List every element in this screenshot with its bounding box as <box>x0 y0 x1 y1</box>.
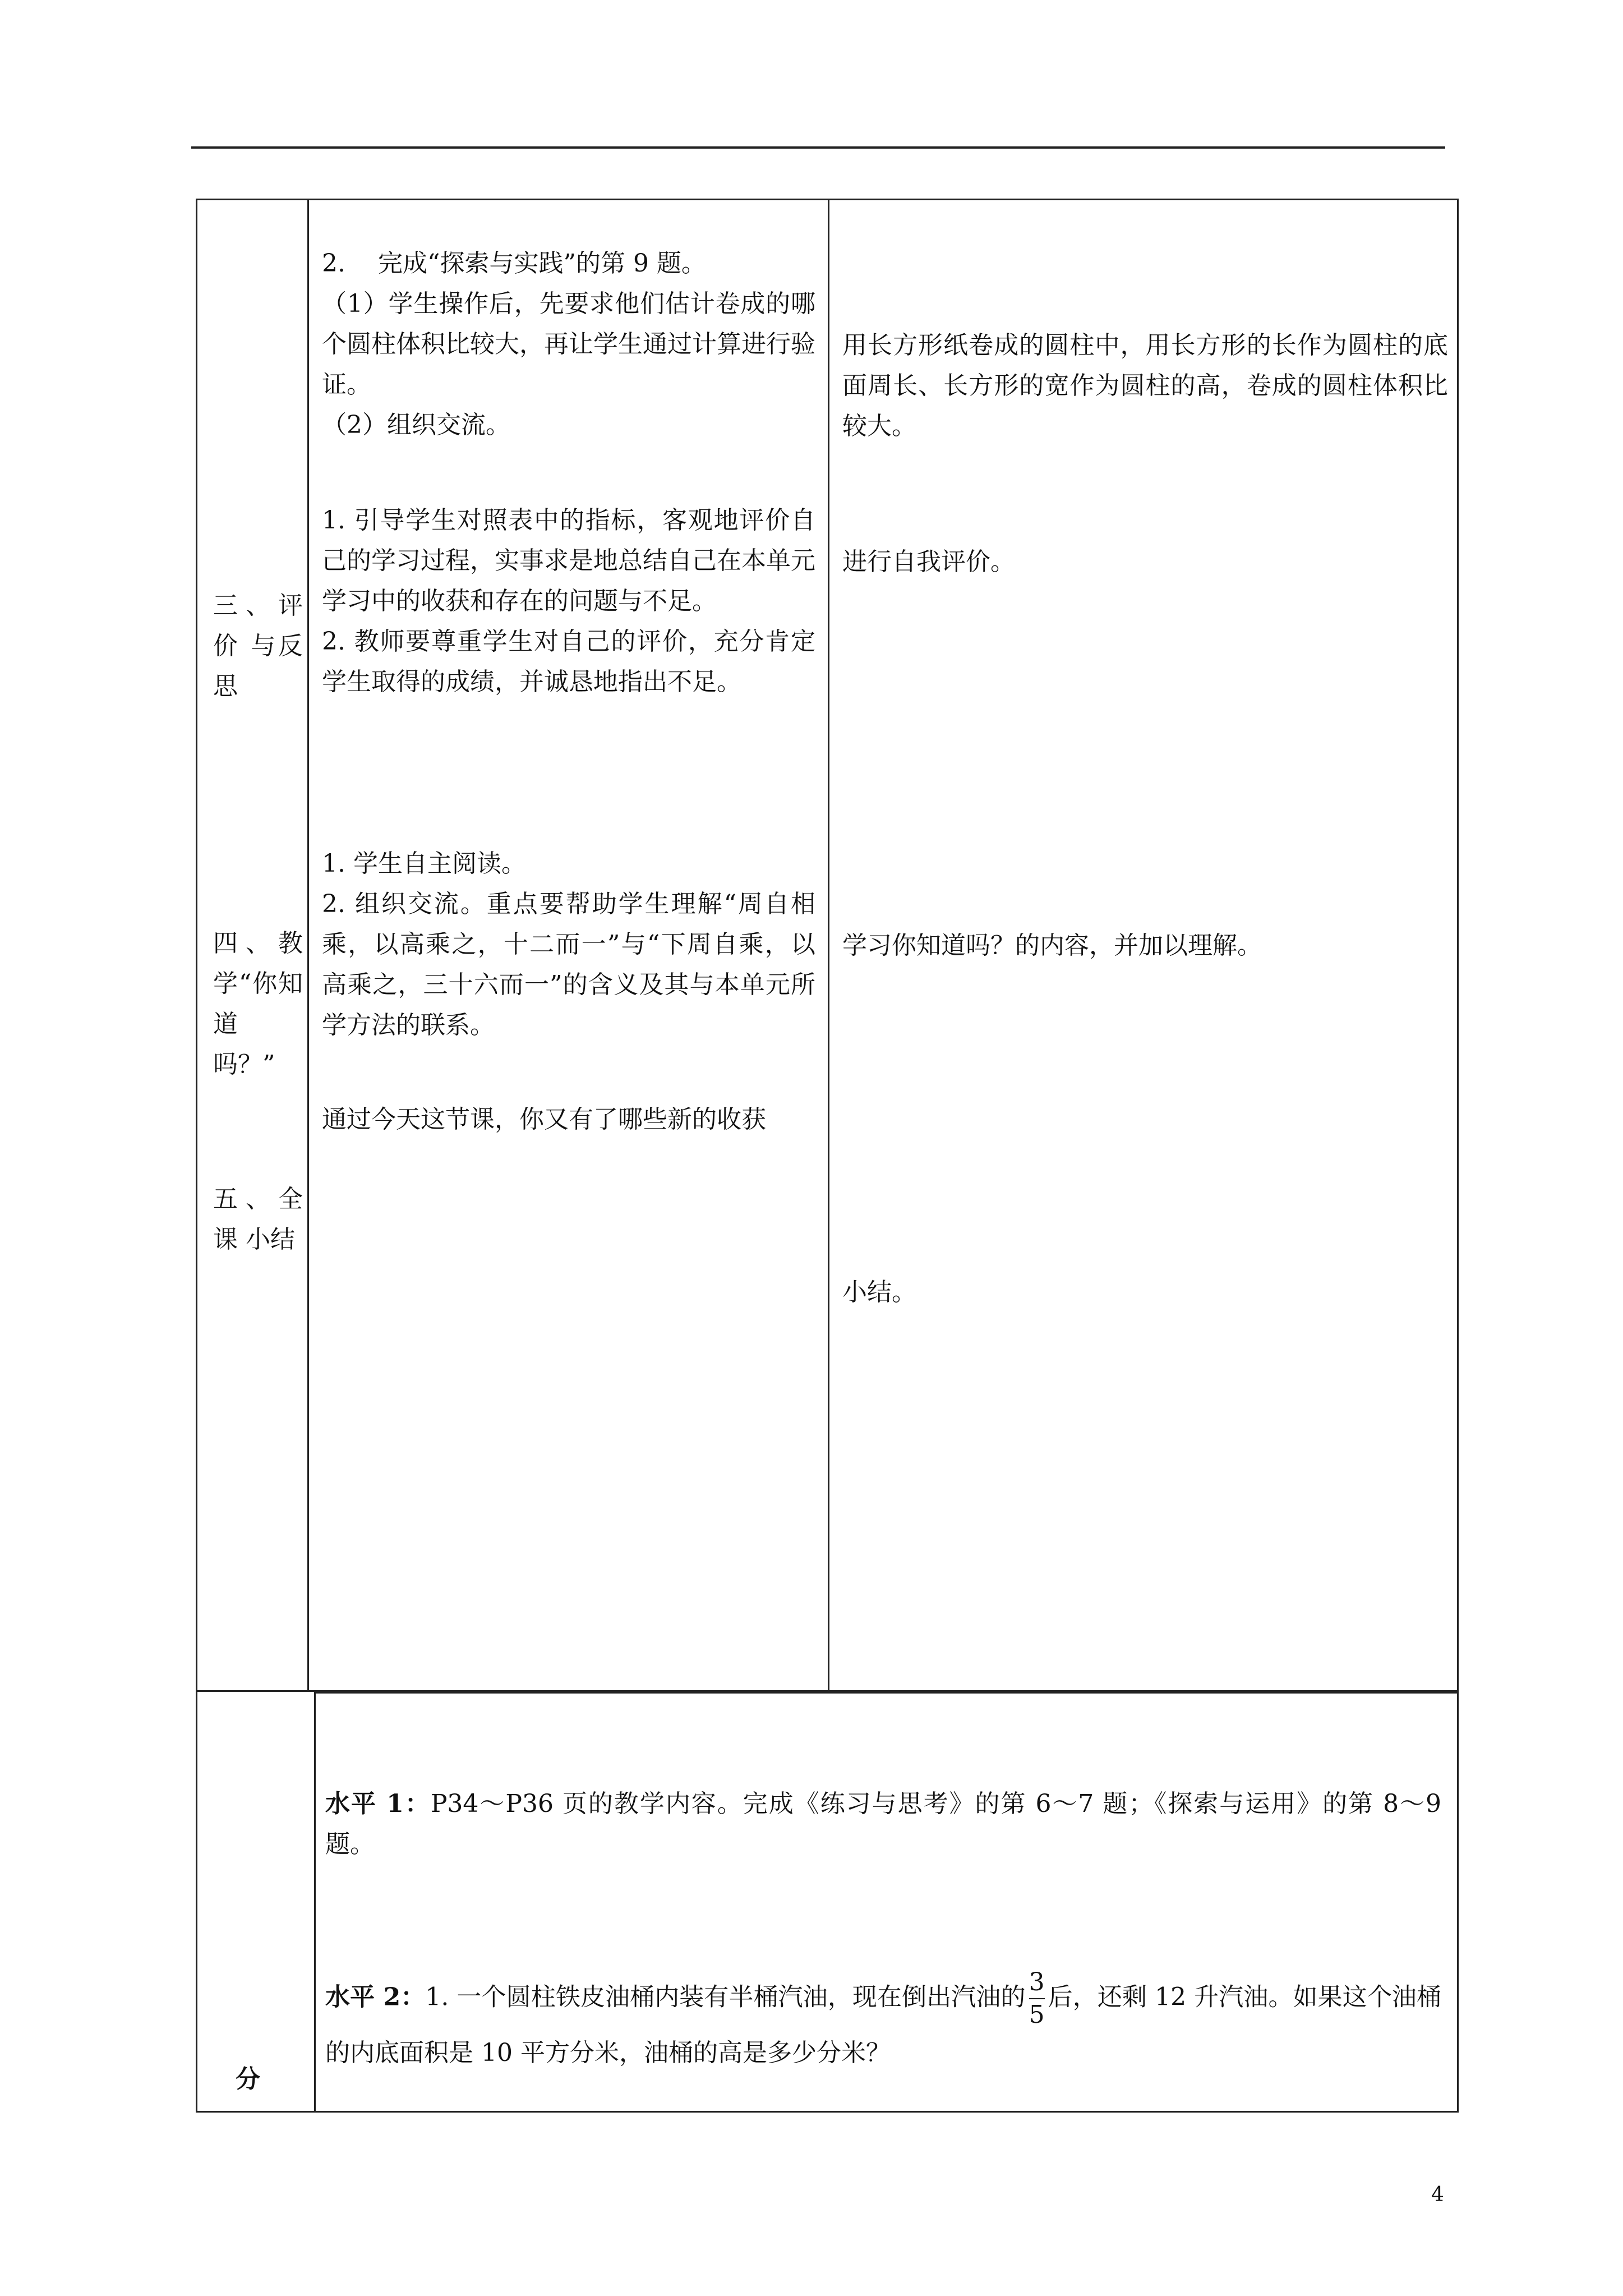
column-divider-2 <box>828 200 829 1690</box>
practice-activity-item: 2. 完成“探索与实践”的第 9 题。 <box>322 249 706 278</box>
fraction-denominator: 5 <box>1029 2000 1045 2029</box>
evaluation-student: 进行自我评价。 <box>842 547 1015 576</box>
level-2-label: 水平 2： <box>325 1982 426 2012</box>
homework-side-label: 分 <box>236 2065 260 2093</box>
page-number: 4 <box>1431 2183 1444 2206</box>
summary-activity: 通过今天这节课，你又有了哪些新的收获 <box>322 1105 766 1134</box>
homework-level-2 <box>325 1967 1441 2076</box>
level-1-text: P34～P36 页的教学内容。完成《练习与思考》的第 6～7 题；《探索与运用》的第 8～9 题。 <box>325 1789 1442 1858</box>
evaluation-activity-2: 2. 教师要尊重学生对自己的评价，充分肯定学生取得的成绩，并诚恳地指出不足。 <box>322 627 815 696</box>
stage-evaluation: 三、评价 与反思 <box>213 591 303 701</box>
column-divider-1 <box>307 200 309 1690</box>
did-you-know-activity-1: 1. 学生自主阅读。 <box>322 849 526 878</box>
stage-summary: 五、全课 小结 <box>213 1185 303 1254</box>
evaluation-activity <box>322 500 815 702</box>
summary-student: 小结。 <box>842 1278 916 1306</box>
header-rule <box>191 146 1445 149</box>
level-1-label: 水平 1： <box>325 1789 431 1818</box>
homework-level-1 <box>325 1784 1441 1865</box>
did-you-know-student: 学习你知道吗？的内容，并加以理解。 <box>842 931 1262 960</box>
level-2-text-b: 后，还剩 12 升汽油。如果这个油桶的内底面积是 10 平方分米，油桶的高是多少分米？ <box>325 1982 1442 2067</box>
fraction <box>1029 1967 1045 2031</box>
practice-student: 用长方形纸卷成的圆柱中，用长方形的长作为圆柱的底面周长、长方形的宽作为圆柱的高，卷成的圆柱体积比较大。 <box>842 331 1448 440</box>
did-you-know-activity-2: 2. 组织交流。重点要帮助学生理解“周自相乘，以高乘之，十二而一”与“下周自乘，以高乘之，三十六而一”的含义及其与本单元所学方法的联系。 <box>322 890 815 1039</box>
did-you-know-activity <box>322 844 815 1046</box>
fraction-numerator: 3 <box>1029 1967 1045 1999</box>
practice-activity <box>322 243 815 445</box>
evaluation-activity-1: 1. 引导学生对照表中的指标，客观地评价自己的学习过程，实事求是地总结自己在本单元学习中的收获和存在的问题与不足。 <box>322 506 815 615</box>
practice-activity-sub2: （2）组织交流。 <box>322 411 510 439</box>
stage-did-you-know: 四、教学“你知 道 吗？” <box>213 929 303 1079</box>
homework-top-border <box>316 1692 1457 1694</box>
level-2-text-a: 1. 一个圆柱铁皮油桶内装有半桶汽油，现在倒出汽油的 <box>425 1982 1026 2012</box>
practice-activity-sub1: （1）学生操作后，先要求他们估计卷成的哪个圆柱体积比较大，再让学生通过计算进行验证。 <box>322 289 815 399</box>
homework-column-divider <box>314 1692 316 2111</box>
